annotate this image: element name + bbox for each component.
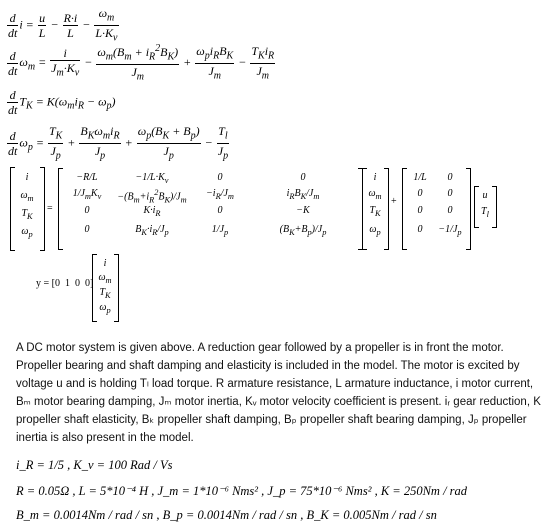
equation-shaft-torque: $\frac{d}{dt}$ $T_K = K(\omega_mi_R - \omega_p)$ <box>8 88 116 117</box>
parameters-line-2: R = 0.05Ω , L = 5*10⁻⁴ H , J_m = 1*10⁻⁶ Nms² , J_p = 75*10⁻⁶ Nms² , K = 250Nm / rad <box>16 484 468 498</box>
state-space-equation: i $\omega_m$ $T_K$ $\omega_p$ = −R/L $-1/L\cdot K_v$ 0 0 $1/J_mK_v$ $-(B_m+i_R^2B_K)/J_m$ $-i_R/J_m$ $i_RB_K/J_m$ 0 $K\cdot i_R$ 0 −K 0 $B_K\cdot i_R/J_p$ $1/J_p$ $(B_K+B_p)/J_p$ i $\omega_m$ $T_K$ $\omega_p$ + 1/L 0 0 0 0 0 0 $-1/J_p$ u $T_l$ y = [0 1 0 0] i $\omega_m$ $T_K$ $\omega_p$ <box>0 0 553 340</box>
parameters-line-3: B_m = 0.0014Nm / rad / sn , B_p = 0.0014Nm / rad / sn , B_K = 0.005Nm / rad / sn <box>16 508 437 522</box>
equation-motor-speed: $\frac{d}{dt}$ $\omega_m$ = $\frac{i}{J_m\cdot K_v}$ − $\frac{\omega_m(B_m + i_R^2B_K)}{J_m}$ + $\frac{\omega_pi_RB_K}{J_m}$ − $\frac{T_Ki_R}{J_m}$ <box>8 43 275 83</box>
description-paragraph: A DC motor system is given above. A reduction gear followed by a propeller is in front the motor. Propeller bearing and shaft damping and elasticity is included in the model. The motor is excited by voltage u and is holding Tₗ load torque. R armature resistance, L armature inductance, i motor current, Bₘ motor bearing damping, Jₘ motor inertia, Kᵥ motor velocity coefficient is present. iᵣ gear reduction, K propeller shaft elasticity, Bₖ propeller shaft damping, Bₚ propeller shaft bearing damping, Jₚ propeller inertia is also present in the model. <box>16 342 541 444</box>
equation-current: $\frac{d}{dt}$ i = $\frac{u}{L}$ − $\frac{R\cdot i}{L}$ − $\frac{\omega_m}{L\cdot K_v}$ <box>8 6 118 44</box>
equation-propeller-speed: $\frac{d}{dt}$ $\omega_p$ = $\frac{T_K}{J_p}$ + $\frac{B_K\omega_mi_R}{J_p}$ + $\frac{\omega_p(B_K + B_p)}{J_p}$ − $\frac{T_l}{J_p}$ <box>8 124 229 162</box>
parameters-line-1: i_R = 1/5 , K_v = 100 Rad / Vs <box>16 458 173 472</box>
